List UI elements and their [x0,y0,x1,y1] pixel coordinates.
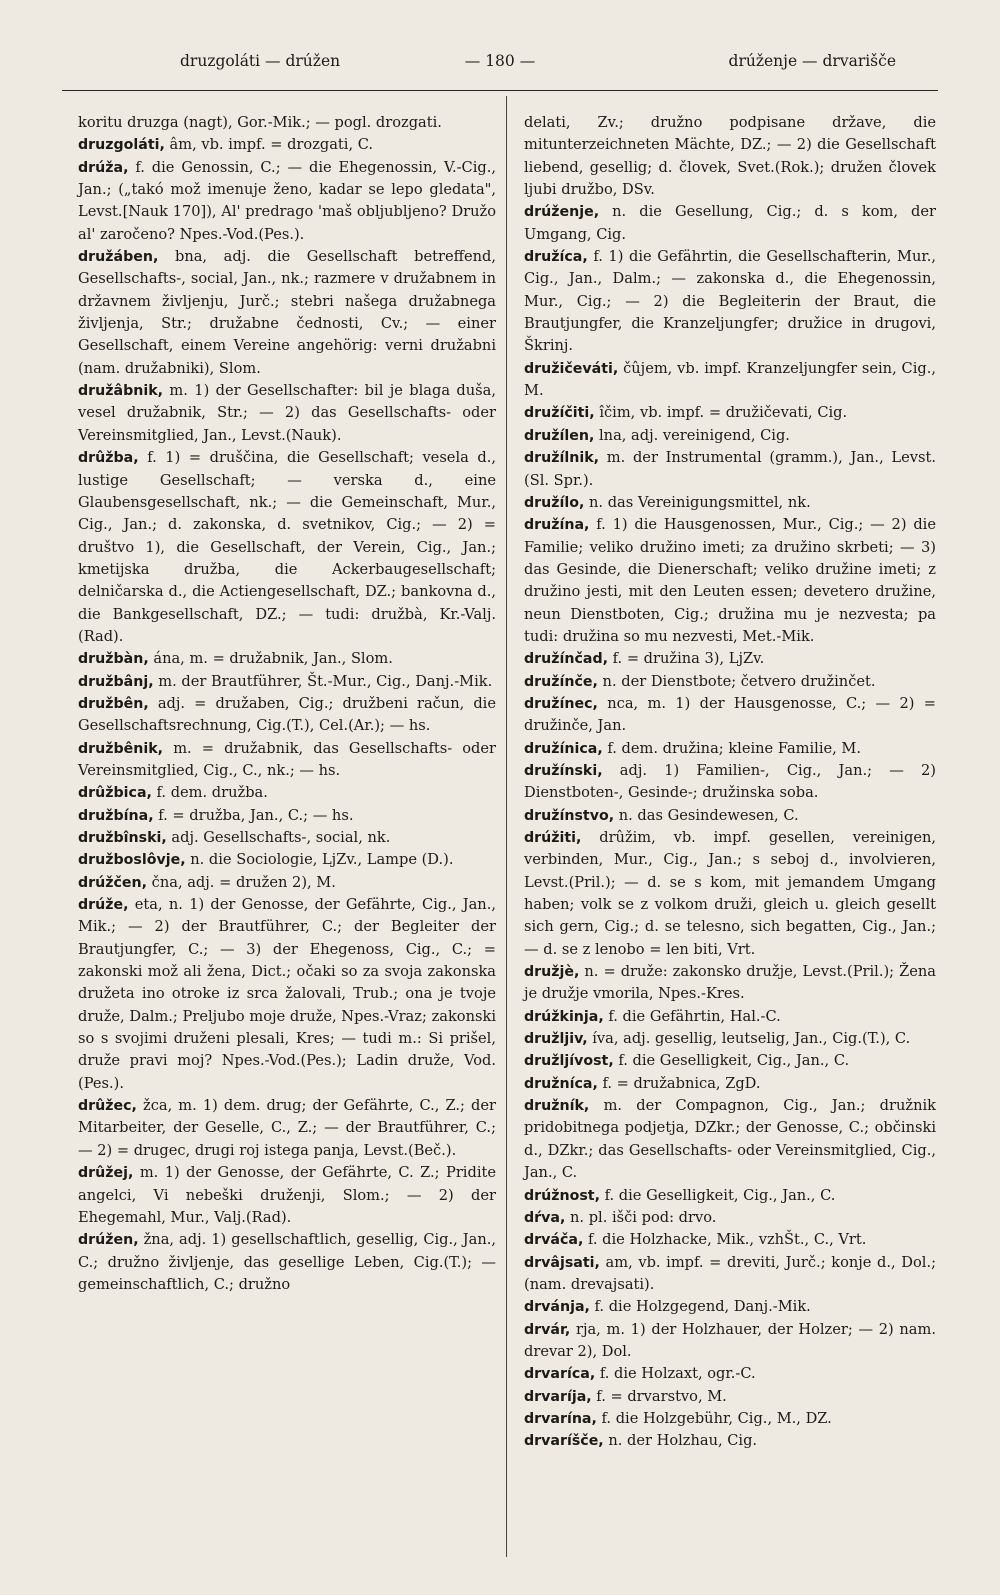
entry-definition: f. = drvarstvo, M. [591,1387,727,1405]
entry-definition: am, vb. impf. = dreviti, Jurč.; konje d., Dol.; (nam. drevajsati). [524,1253,936,1293]
entry-headword: druzgoláti, [78,137,165,154]
entry-headword: drúžkinja, [524,1008,604,1025]
entry-definition: f. die Genossin, C.; — die Ehegenossin, V.-Cig., Jan.; („takó mož imenuje ženo, kadar se lepo gledata", Levst.[Nauk 170]), Al' predrago 'maš obljubljeno? Družo al' zaročeno? Npes.-Vod.(Pes.). [78,158,496,243]
entry-definition: m. der Compagnon, Cig., Jan.; družnik pridobitnega podjetja, DZkr.; der Genosse, C.; občinski d., DZkr.; das Gesellschafts- oder Vereinsmitglied, Cig., Jan., C. [524,1097,936,1182]
entry-definition: f. dem. družina; kleine Familie, M. [602,739,862,757]
dictionary-entry [78,894,496,1095]
entry-headword: družboslôvje, [78,852,186,869]
entry-definition: f. dem. družba. [151,784,268,802]
entry-headword: drvaríšče, [524,1433,604,1450]
entry-definition: n. das Vereinigungsmittel, nk. [584,493,811,511]
page-number: — 180 — [464,52,536,70]
dictionary-entry [78,1229,496,1296]
running-header [62,48,938,78]
left-column [78,112,496,1296]
entry-definition: f. die Holzhacke, Mik., vzhŠt., C., Vrt. [583,1231,867,1249]
column-divider [506,96,507,1557]
entry-headword: družbînski, [78,830,167,846]
entry-headword: drváča, [524,1232,584,1249]
entry-headword: drvár, [524,1321,571,1338]
entry-definition: čna, adj. = družen 2), M. [147,873,336,891]
entry-definition: adj. = družaben, Cig.; družbeni račun, die Gesellschaftsrechnung, Cig.(T.), Cel.(Ar.); — hs. [78,694,496,735]
dictionary-entry [524,201,936,246]
entry-definition: m. 1) der Gesellschafter: bil je blaga duša, vesel družabnik, Str.; — 2) das Gesellschafts- oder Vereinsmitglied, Jan., Levst.(Nauk). [78,382,496,444]
dictionary-entry [524,1319,936,1364]
entry-headword: družbênik, [78,740,164,757]
header-left-guide-words: druzgoláti — drúžen [180,52,341,70]
entry-headword: drúžčen, [78,874,148,891]
entry-headword: družínčad, [524,651,609,668]
entry-headword: drvaríca, [524,1366,596,1383]
dictionary-entry [524,1050,936,1072]
entry-definition: m. 1) der Genosse, der Gefährte, C. Z.; Pridite angelci, Vi nebeški druženji, Slom.; — 2) der Ehegemahl, Mur., Valj.(Rad). [78,1164,496,1226]
entry-definition: koritu druzga (nagt), Gor.-Mik.; — pogl. drozgati. [78,114,442,131]
entry-definition: n. der Dienstbote; četvero družinčet. [597,672,876,690]
entry-headword: družílnik, [524,450,600,467]
dictionary-entry [524,447,936,492]
entry-definition: f. die Gefährtin, Hal.-C. [603,1007,781,1025]
entry-headword: drúženje, [524,204,600,221]
entry-headword: družljívost, [524,1053,614,1070]
entry-definition: n. das Gesindewesen, C. [614,806,799,824]
entry-headword: drûžbica, [78,785,152,802]
entry-definition: f. die Holzgebühr, Cig., M., DZ. [596,1409,832,1427]
entry-definition: f. 1) die Hausgenossen, Mur., Cig.; — 2) die Familie; veliko družino imeti; za družino skrbeti; — 3) das Gesinde, die Dienerschaft; veliko družine imeti; z družino jesti, mit den Leuten essen; devetero družine, neun Dienstboten, Cig.; družina mu je nezvesta; pa tudi: družina so mu nezvesti, Met.-Mik. [524,516,936,645]
entry-definition: f. = družabnica, ZgD. [597,1074,761,1092]
dictionary-entry [78,134,496,156]
dictionary-entry [524,1386,936,1408]
entry-definition: n. = druže: zakonsko družje, Levst.(Pril.); Žena je družje vmorila, Npes.-Kres. [524,963,936,1003]
entry-headword: drvánja, [524,1299,590,1316]
entry-headword: družník, [524,1098,590,1115]
entry-definition: eta, n. 1) der Genosse, der Gefährte, Cig., Jan., Mik.; — 2) der Brautführer, C.; der Begleiter der Brautjungfer, C.; — 3) der Ehegenoss, Cig., C.; = zakonski mož ali žena, Dict.; očaki so za svoja zakonska družeta ino otroke iz srca žalovali, Trub.; ona je tvoje druže, Dalm.; Preljubo moje druže, Npes.-Vraz; zakonski so s svojimi druženi plesali, Kres; — tudi m.: Si prišel, druže pravi moj? Npes.-Vod.(Pes.); Ladin druže, Vod.(Pes.). [78,896,496,1092]
entry-headword: družíčiti, [524,405,595,422]
entry-definition: n. die Sociologie, LjZv., Lampe (D.). [185,851,454,869]
entry-definition: f. die Holzaxt, ogr.-C. [595,1365,756,1383]
entry-headword: drûžec, [78,1098,137,1115]
dictionary-entry [524,1095,936,1184]
entry-headword: družínica, [524,740,603,757]
dictionary-entry [524,961,936,1006]
entry-definition: m. der Instrumental (gramm.), Jan., Levst.(Sl. Spr.). [524,449,936,489]
entry-headword: družínstvo, [524,807,615,824]
entry-definition: žca, m. 1) dem. drug; der Gefährte, C., Z.; der Mitarbeiter, der Geselle, C., Z.; — der Brautführer, C.; — 2) = drugec, drugi roj istega panja, Levst.(Beč.). [78,1097,496,1159]
entry-headword: družâbnik, [78,383,164,400]
entry-headword: družílo, [524,494,585,511]
entry-headword: družljiv, [524,1031,588,1048]
entry-headword: drúžen, [78,1232,139,1249]
dictionary-entry [78,1162,496,1229]
entry-headword: družbên, [78,695,149,712]
entry-definition: žna, adj. 1) gesellschaftlich, gesellig, Cig., Jan., C.; družno življenje, das gesellige Leben, Cig.(T.); — gemeinschaftlich, C.; družno [78,1231,496,1293]
entry-headword: družičeváti, [524,360,619,377]
dictionary-entry [524,112,936,201]
dictionary-entry [524,402,936,424]
entry-headword: drúžnost, [524,1187,600,1204]
entry-definition: adj. Gesellschafts-, social, nk. [166,829,391,846]
dictionary-entry [524,648,936,670]
entry-headword: dŕva, [524,1209,566,1226]
entry-headword: družníca, [524,1075,598,1092]
dictionary-entry [78,671,496,693]
dictionary-entry [78,782,496,804]
entry-headword: družína, [524,517,590,534]
entry-definition: f. die Geselligkeit, Cig., Jan., C. [613,1052,850,1070]
entry-definition: f. = družba, Jan., C.; — hs. [153,806,354,824]
dictionary-entry [78,246,496,380]
entry-definition: m. der Brautführer, Št.-Mur., Cig., Danj.-Mik. [153,672,493,690]
entry-definition: f. die Holzgegend, Danj.-Mik. [589,1298,811,1316]
entry-headword: drûžba, [78,450,139,467]
dictionary-entry [524,1207,936,1229]
entry-definition: drûžim, vb. impf. gesellen, vereinigen, verbinden, Mur., Cig., Jan.; s seboj d., involvieren, Levst.(Pril.); — d. se s kom, mit jemandem Umgang haben; volk se z volkom druži, gleich u. gleich gesellt sich gern, Cig.; d. se telesno, sich begatten, Cig., Jan.; — d. se z lenobo = len biti, Vrt. [524,829,936,958]
header-right-guide-words: drúženje — drvarišče [728,52,896,70]
dictionary-entry [524,693,936,738]
entry-definition: n. der Holzhau, Cig. [603,1432,758,1450]
entry-definition: íva, adj. gesellig, leutselig, Jan., Cig.(T.), C. [587,1030,911,1048]
dictionary-entry [78,648,496,670]
dictionary-entry [524,1430,936,1452]
dictionary-entry [524,1408,936,1430]
dictionary-entry [524,805,936,827]
entry-headword: družjè, [524,964,580,981]
entry-headword: družínče, [524,673,598,690]
entry-definition: čûjem, vb. impf. Kranzeljungfer sein, Cig., M. [524,359,936,400]
dictionary-entry [524,1252,936,1297]
dictionary-entry [524,738,936,760]
dictionary-entry [524,514,936,648]
entry-headword: drúža, [78,159,129,176]
dictionary-entry [524,1363,936,1385]
entry-definition: delati, Zv.; družno podpisane države, die mitunterzeichneten Mächte, DZ.; — 2) die Gesellschaft liebend, gesellig; d. človek, Svet.(Rok.); družen človek ljubi družbo, DSv. [524,114,936,199]
dictionary-entry [524,1073,936,1095]
entry-headword: drvarína, [524,1410,597,1427]
dictionary-entry [524,1185,936,1207]
entry-definition: f. = družina 3), LjZv. [608,650,765,668]
dictionary-entry [78,1095,496,1162]
dictionary-entry [524,1006,936,1028]
dictionary-entry [524,1229,936,1251]
entry-headword: družínec, [524,695,598,712]
dictionary-entry [78,447,496,648]
dictionary-entry [78,872,496,894]
entry-headword: drvâjsati, [524,1254,600,1271]
dictionary-entry [524,246,936,358]
entry-definition: nca, m. 1) der Hausgenosse, C.; — 2) = družinče, Jan. [524,694,936,735]
dictionary-entry [524,760,936,805]
dictionary-entry [78,380,496,447]
entry-definition: f. 1) = druščina, die Gesellschaft; vesela d., lustige Gesellschaft; — verska d., eine Glaubensgesellschaft, nk.; — die Gemeinschaft, Mur., Cig., Jan.; d. zakonska, d. svetnikov, Cig.; — 2) = društvo 1), die Gesellschaft, der Verein, Cig., Jan.; kmetijska družba, die Ackerbaugesellschaft; delničarska d., die Actiengesellschaft, DZ.; bankovna d., die Bankgesellschaft, DZ.; — tudi: družbà, Kr.-Valj.(Rad). [78,449,496,645]
entry-definition: n. pl. išči pod: drvo. [565,1208,717,1226]
entry-definition: ána, m. = družabnik, Jan., Slom. [148,650,393,668]
entry-headword: drûžej, [78,1165,134,1182]
dictionary-entry [78,157,496,246]
dictionary-entry [78,849,496,871]
entry-headword: družíca, [524,249,588,266]
entry-headword: družbàn, [78,651,149,668]
entry-definition: adj. 1) Familien-, Cig., Jan.; — 2) Dienstboten-, Gesinde-; družinska soba. [524,761,936,802]
right-column [524,112,936,1453]
dictionary-entry [524,1028,936,1050]
header-rule [62,90,938,91]
entry-definition: f. die Geselligkeit, Cig., Jan., C. [599,1186,836,1204]
dictionary-entry [524,827,936,961]
entry-definition: rja, m. 1) der Holzhauer, der Holzer; — 2) nam. drevar 2), Dol. [524,1320,936,1360]
dictionary-entry [524,425,936,447]
entry-headword: družílen, [524,427,595,444]
entry-headword: drvaríja, [524,1388,592,1405]
entry-definition: lna, adj. vereinigend, Cig. [594,426,790,444]
entry-definition: âm, vb. impf. = drozgati, C. [164,136,374,154]
dictionary-entry [78,805,496,827]
dictionary-entry [524,492,936,514]
dictionary-entry [524,1296,936,1318]
entry-definition: n. die Gesellung, Cig.; d. s kom, der Umgang, Cig. [524,203,936,243]
dictionary-entry [78,112,496,134]
dictionary-entry [78,827,496,849]
entry-definition: bna, adj. die Gesellschaft betreffend, Gesellschafts-, social, Jan., nk.; razmere v družabnem in državnem življenju, Jurč.; stebri našega družabnega življenja, Str.; družabne čednosti, Cv.; — einer Gesellschaft, einem Vereine angehörig: verni družabni (nam. družabniki), Slom. [78,248,496,377]
entry-headword: drúže, [78,897,129,914]
entry-definition: m. = družabnik, das Gesellschafts- oder Vereinsmitglied, Cig., C., nk.; — hs. [78,739,496,779]
entry-headword: družbânj, [78,673,154,690]
dictionary-entry [78,693,496,738]
entry-definition: f. 1) die Gefährtin, die Gesellschafterin, Mur., Cig., Jan., Dalm.; — zakonska d., die Ehegenossin, Mur., Cig.; — 2) die Begleiterin der Braut, die Brautjungfer, die Kranzeljungfer; družice in drugovi, Škrinj. [524,248,936,355]
dictionary-entry [524,671,936,693]
entry-headword: družáben, [78,249,159,266]
entry-headword: družínski, [524,762,603,779]
entry-headword: družbína, [78,807,154,824]
dictionary-entry [78,738,496,783]
dictionary-entry [524,358,936,403]
entry-definition: îčim, vb. impf. = družičevati, Cig. [594,404,848,422]
entry-headword: drúžiti, [524,830,582,846]
